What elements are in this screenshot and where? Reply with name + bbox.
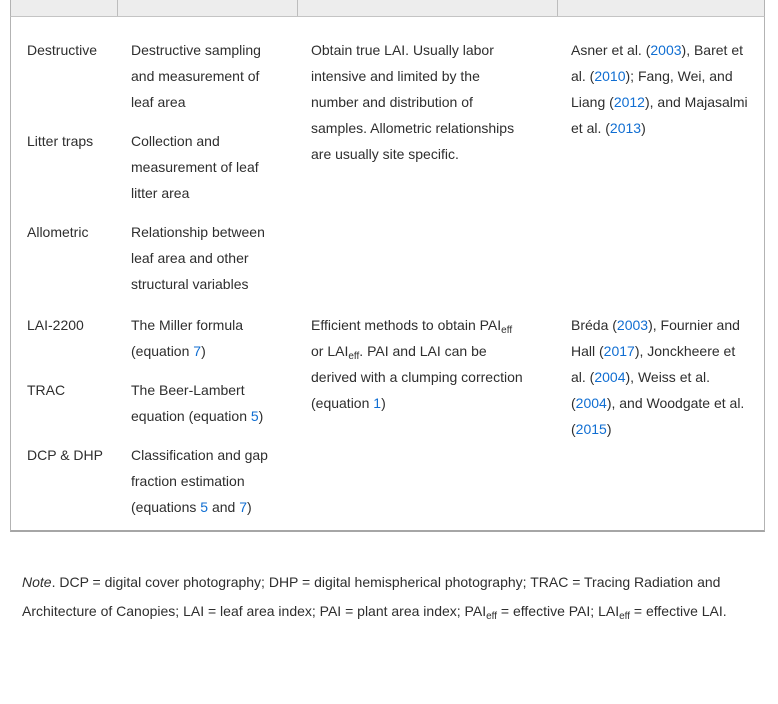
inline-link[interactable]: 7 [193,343,202,359]
text-segment: Asner et al. ( [571,42,651,58]
method-name: Allometric [27,224,89,240]
text-segment: Obtain true LAI. Usually labor intensive and limited by the number and distribution of samples. Allometric relationships are usually site specific. [311,42,515,162]
method-name: LAI-2200 [27,317,84,333]
table-row-group-optical-methods [11,297,764,530]
text-segment: = effective LAI. [630,603,727,619]
text-segment: Efficient methods to obtain PAI [311,317,502,333]
text-segment: ), Fournier and Hall ( [571,317,740,359]
table-header-cell-references [558,0,766,16]
inline-link[interactable]: 2010 [594,68,626,84]
subscript-text: eff [486,611,498,622]
table-note [22,568,752,626]
method-name: DCP & DHP [27,447,103,463]
text-segment: ), Jonckheere et al. ( [571,343,736,385]
method-description [118,128,298,206]
text-segment: or LAI [311,343,349,359]
inline-link[interactable]: 2004 [575,395,607,411]
table-header-cell-description [118,0,298,16]
text-segment: ) [201,343,206,359]
text-segment: Destructive sampling and measurement of leaf area [131,42,261,110]
text-segment: Relationship between leaf area and other structural variables [131,224,265,292]
method-description [118,442,298,520]
text-segment: ), and Woodgate et al. ( [571,395,745,437]
text-segment: ) [606,421,612,437]
text-segment: ), Baret et al. ( [571,42,743,84]
text-segment: ), and Majasalmi et al. ( [571,94,748,136]
text-segment: ) [641,120,646,136]
text-segment: and [208,499,240,515]
method-description [118,377,298,429]
text-segment: . DCP = digital cover photography; DHP = digital hemispherical photography; TRAC = Tracing Radiation and Architecture of Canopies; LAI = leaf area index; PAI = plant area index; PAI [22,574,721,619]
inline-link[interactable]: 2012 [613,94,645,110]
subscript-text: eff [619,611,631,622]
methods-table [10,0,765,532]
italic-text: Note [22,574,52,590]
method-name: Destructive [27,42,98,58]
text-segment: . PAI and LAI can be derived with a clumping correction (equation [311,343,523,411]
text-segment: ) [381,395,386,411]
text-segment: The Beer-Lambert equation (equation [131,382,251,424]
table-header-cell-method [11,0,118,16]
inline-link[interactable]: 7 [239,499,248,515]
text-segment: Bréda ( [571,317,617,333]
inline-link[interactable]: 2003 [616,317,649,333]
group-references [558,312,766,520]
text-segment: ) [247,499,252,515]
text-segment: Collection and measurement of leaf litter area [131,133,259,201]
text-segment: Classification and gap fraction estimation (equations [131,447,268,515]
text-segment: ); Fang, Wei, and Liang ( [571,68,733,110]
inline-link[interactable]: 5 [200,499,209,515]
subscript-text: eff [348,351,360,362]
inline-link[interactable]: 2004 [594,369,626,385]
method-description [118,312,298,364]
table-row-group-direct-methods [11,17,764,297]
table-header-row [10,0,765,17]
group-references [558,37,766,297]
subscript-text: eff [501,325,513,336]
inline-link[interactable]: 1 [373,395,382,411]
inline-link[interactable]: 2013 [609,120,642,136]
method-name: Litter traps [27,133,94,149]
text-segment: = effective PAI; LAI [497,603,620,619]
text-segment: The Miller formula (equation [131,317,244,359]
text-segment: ) [258,408,264,424]
method-description [118,219,298,297]
inline-link[interactable]: 2015 [575,421,607,437]
table-body [10,17,765,532]
inline-link[interactable]: 2003 [650,42,682,58]
group-comments [298,37,558,297]
method-name: TRAC [27,382,66,398]
inline-link[interactable]: 5 [250,408,259,424]
table-header-cell-comments [298,0,558,16]
group-comments [298,312,558,520]
text-segment: ), Weiss et al. ( [571,369,711,411]
inline-link[interactable]: 2017 [603,343,635,359]
method-description [118,37,298,115]
